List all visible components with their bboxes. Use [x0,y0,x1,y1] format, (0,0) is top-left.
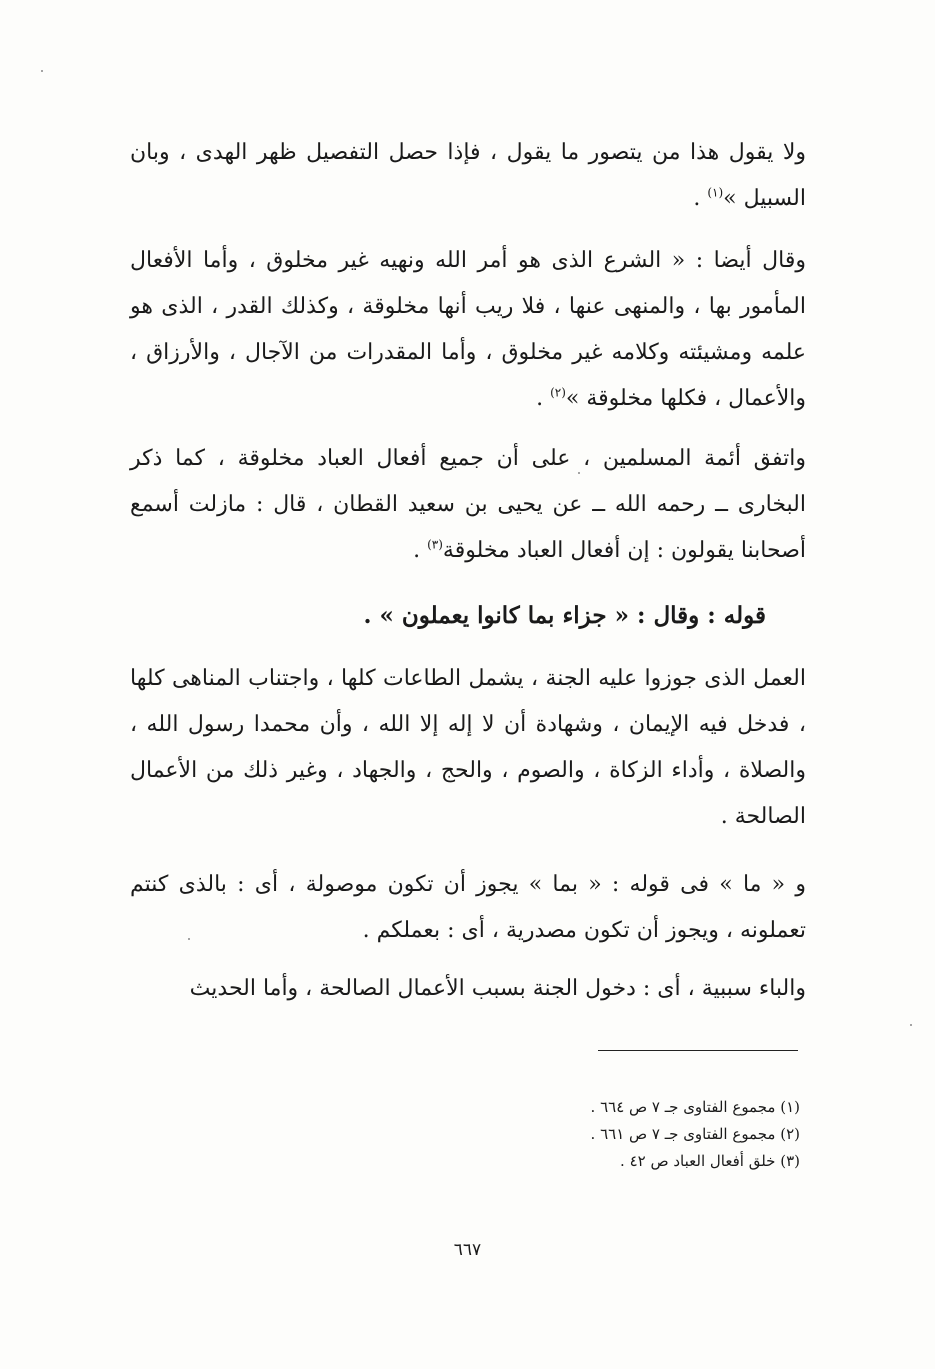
footnote-2: (٢) مجموع الفتاوى جـ ٧ ص ٦٦١ . [590,1125,800,1143]
footnote-ref-2: (٢) [550,385,566,400]
page-number: ٦٦٧ [453,1240,482,1260]
scan-speck [188,938,190,940]
footnote-divider [598,1050,798,1051]
footnote-ref-3: (٣) [427,537,443,552]
paragraph-3-end: . [413,538,428,563]
footnote-ref-1: (١) [707,185,724,200]
paragraph-5: العمل الذى جوزوا عليه الجنة ، يشمل الطاعات كلها ، واجتناب المناهى كلها ، فدخل فيه الإيمان ، وشهادة أن لا إله إلا الله ، وأن محمدا رسول الله ، والصلاة ، وأداء الزكاة ، والصوم ، والحج ، والجهاد ، وغير ذلك من الأعمال الصالحة . [130,666,806,829]
paragraph-6: و « ما » فى قوله : « بما » يجوز أن تكون موصولة ، أى : بالذى كنتم تعملونه ، ويجوز أن تكون مصدرية ، أى : بعملكم . [130,872,806,943]
paragraph-2 [130,238,806,422]
footnote-1: (١) مجموع الفتاوى جـ ٧ ص ٦٦٤ . [590,1098,800,1116]
paragraph-1-end: . [693,186,708,211]
paragraph-2-text: وقال أيضا : « الشرع الذى هو أمر الله ونهيه غير مخلوق ، وأما الأفعال المأمور بها ، والمنهى عنها ، فلا ريب أنها مخلوقة ، وكذلك القدر ، الذى هو علمه ومشيئته وكلامه غير مخلوق ، وأما المقدرات من الآجال ، والأرزاق ، والأعمال ، فكلها مخلوقة » [130,248,806,411]
verse-heading: قوله : وقال : « جزاء بما كانوا يعملون » . [363,602,766,629]
paragraph-3 [130,436,806,574]
footnote-3: (٣) خلق أفعال العباد ص ٤٢ . [620,1152,800,1170]
paragraph-7: والباء سببية ، أى : دخول الجنة بسبب الأعمال الصالحة ، وأما الحديث [189,976,806,1001]
scan-speck [578,472,580,474]
paragraph-1-text: ولا يقول هذا من يتصور ما يقول ، فإذا حصل التفصيل ظهر الهدى ، وبان السبيل » [130,140,806,211]
paragraph-2-end: . [536,386,551,411]
scan-speck [41,70,43,72]
scan-speck [910,1024,912,1026]
paragraph-3-text: واتفق أئمة المسلمين ، على أن جميع أفعال العباد مخلوقة ، كما ذكر البخارى ــ رحمه الله ــ عن يحيى بن سعيد القطان ، قال : مازلت أسمع أصحابنا يقولون : إن أفعال العباد مخلوقة [130,446,806,563]
footnotes [430,1094,800,1175]
paragraph-1 [130,130,806,222]
